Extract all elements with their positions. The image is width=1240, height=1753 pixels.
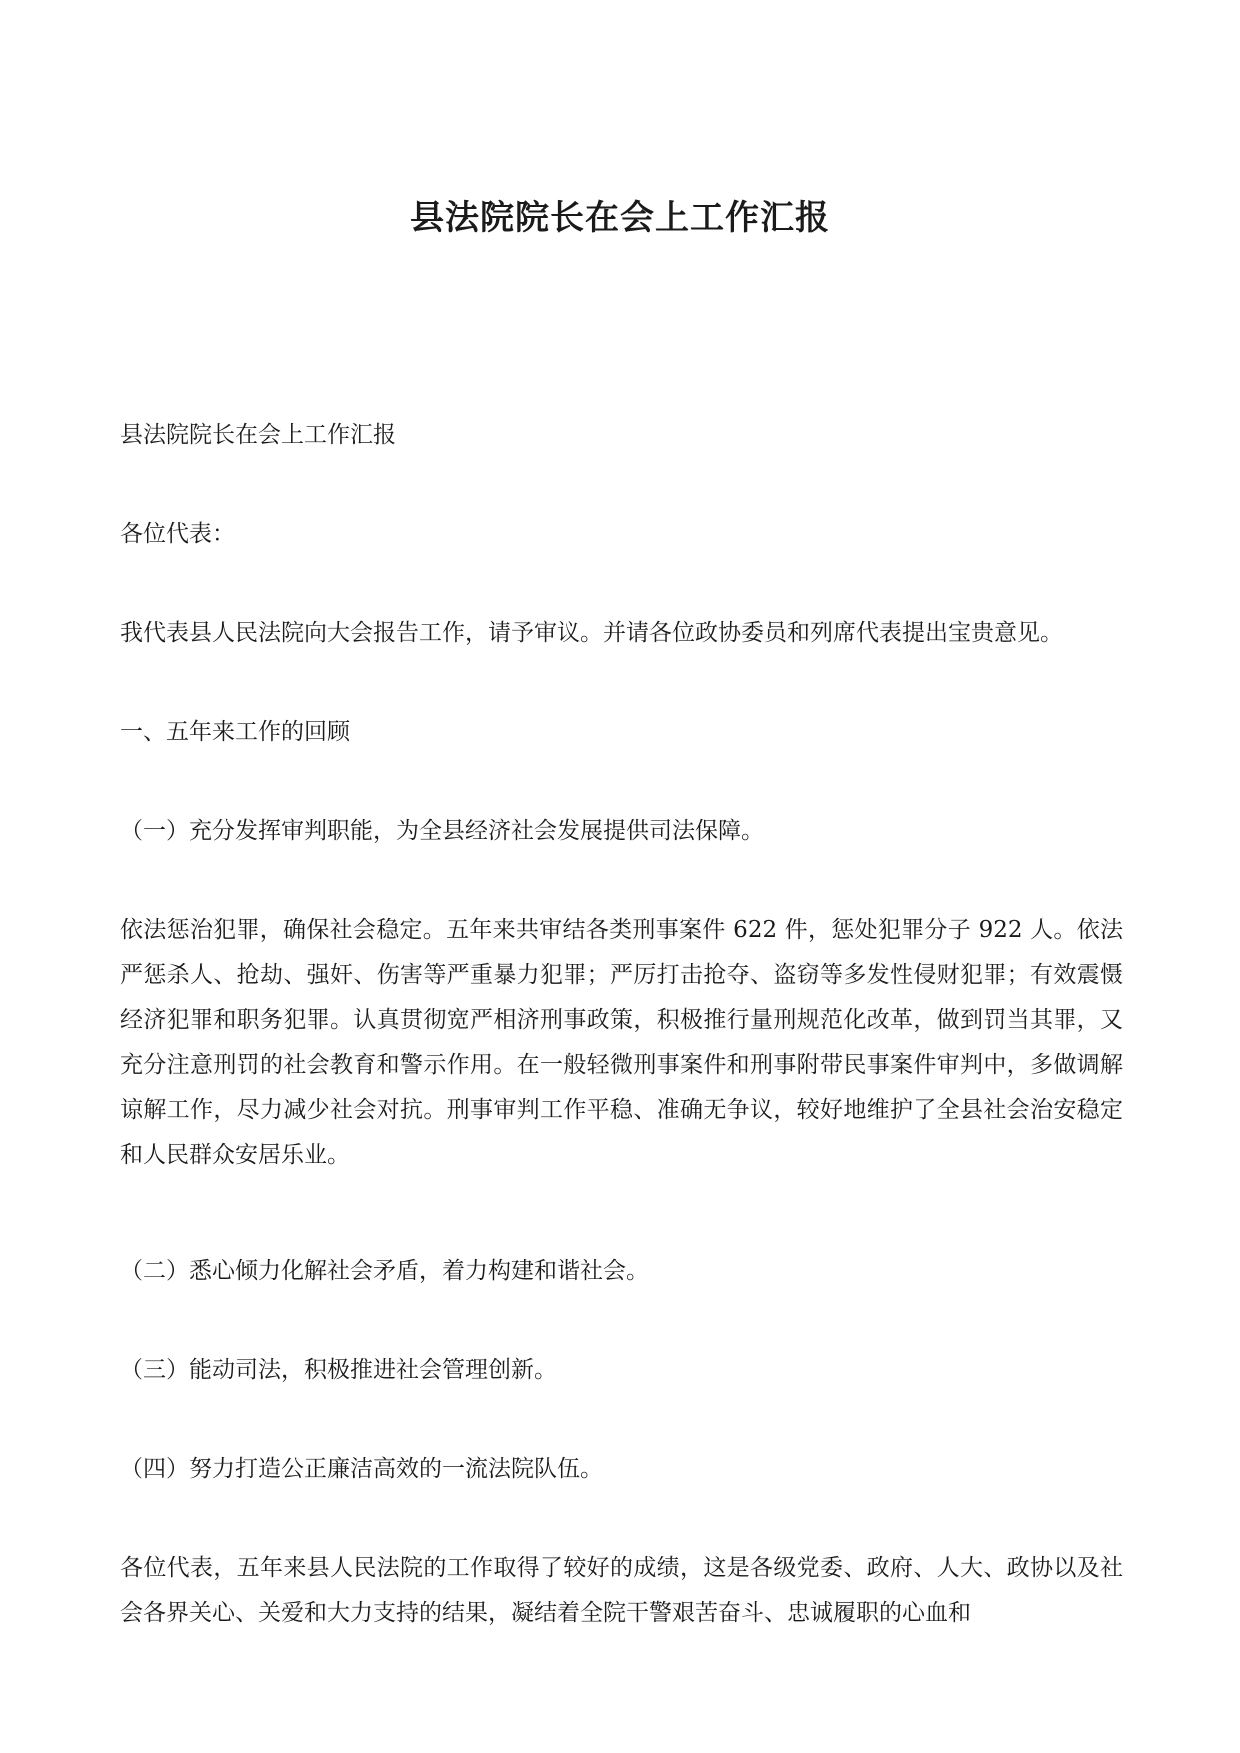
paragraph-closing: 各位代表，五年来县人民法院的工作取得了较好的成绩，这是各级党委、政府、人大、政协以及社会各界关心、关爱和大力支持的结果，凝结着全院干警艰苦奋斗、忠诚履职的心血和	[120, 1555, 1123, 1626]
paragraph-heading: 县法院院长在会上工作汇报	[120, 422, 396, 448]
subsection-heading-4: （四）努力打造公正廉洁高效的一流法院队伍。	[120, 1456, 603, 1482]
section-heading-review: 一、五年来工作的回顾	[120, 719, 350, 745]
paragraph-greeting: 各位代表：	[120, 521, 235, 547]
paragraph-intro: 我代表县人民法院向大会报告工作，请予审议。并请各位政协委员和列席代表提出宝贵意见。	[120, 620, 1063, 646]
paragraph-body-criminal: 依法惩治犯罪，确保社会稳定。五年来共审结各类刑事案件 622 件，惩处犯罪分子 922 人。依法严惩杀人、抢劫、强奸、伤害等严重暴力犯罪；严厉打击抢夺、盗窃等多发性侵财犯罪；有效震慑经济犯罪和职务犯罪。认真贯彻宽严相济刑事政策，积极推行量刑规范化改革，做到罚当其罪，又充分注意刑罚的社会教育和警示作用。在一般轻微刑事案件和刑事附带民事案件审判中，多做调解谅解工作，尽力减少社会对抗。刑事审判工作平稳、准确无争议，较好地维护了全县社会治安稳定和人民群众安居乐业。	[120, 917, 1123, 1168]
subsection-heading-3: （三）能动司法，积极推进社会管理创新。	[120, 1357, 557, 1383]
subsection-heading-2: （二）悉心倾力化解社会矛盾，着力构建和谐社会。	[120, 1258, 649, 1284]
subsection-heading-1: （一）充分发挥审判职能，为全县经济社会发展提供司法保障。	[120, 818, 764, 844]
document-title: 县法院院长在会上工作汇报	[410, 198, 830, 238]
